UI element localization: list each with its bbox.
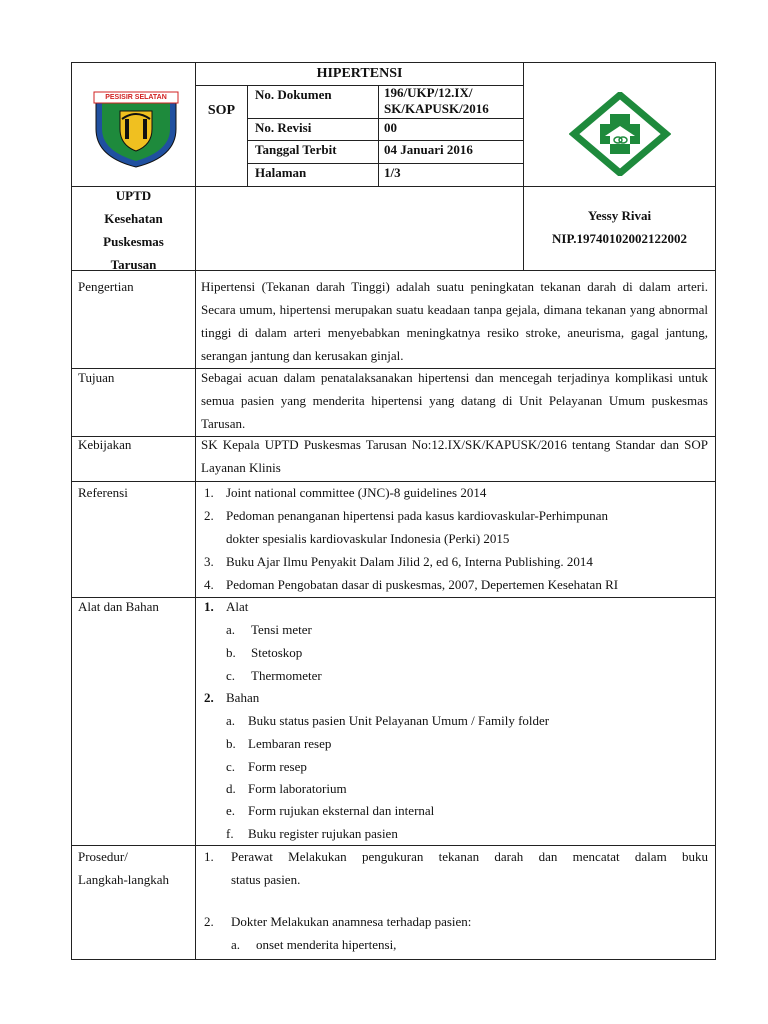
step-text: Dokter Melakukan anamnesa terhadap pasien: (231, 914, 472, 929)
item-text: Form resep (248, 759, 307, 774)
section-text-tujuan: Sebagai acuan dalam penatalaksanakan hipertensi dan mencegah terjadinya komplikasi untuk semua pasien yang menderita hipertensi yang datang di Unit Pelayanan Umum puskesmas Tarusan. (201, 370, 708, 431)
list-text: Buku Ajar Ilmu Penyakit Dalam Jilid 2, ed 6, Interna Publishing. 2014 (226, 554, 593, 569)
item-text: Buku register rujukan pasien (248, 826, 398, 841)
section-label-referensi: Referensi (78, 485, 128, 500)
item-letter: c. (226, 668, 236, 683)
item-text: Form laboratorium (248, 781, 347, 796)
group-title: Alat (226, 599, 249, 614)
list-number: 1. (204, 485, 214, 500)
logo-caption: PESISIR SELATAN (105, 94, 167, 101)
list-text: Pedoman Pengobatan dasar di puskesmas, 2007, Depertemen Kesehatan RI (226, 577, 619, 592)
org-name (72, 184, 195, 276)
list-text: Joint national committee (JNC)-8 guidelines 2014 (226, 485, 487, 500)
item-letter: b. (226, 645, 236, 660)
puskesmas-logo (569, 92, 671, 176)
sub-text: onset menderita hipertensi, (256, 937, 397, 952)
item-letter: a. (226, 713, 236, 728)
org-line-1: UPTD (115, 188, 152, 203)
signer-nip: NIP.19740102002122002 (552, 231, 687, 246)
item-text: Buku status pasien Unit Pelayanan Umum / Family folder (248, 713, 550, 728)
sop-label: SOP (207, 103, 236, 118)
prosedur-label-line-1: Prosedur/ (78, 849, 128, 864)
list-number: 3. (204, 554, 214, 569)
meta-label-dokumen: No. Dokumen (255, 87, 332, 102)
org-line-2: Kesehatan (104, 211, 163, 226)
step-number: 1. (204, 849, 214, 864)
prosedur-label-line-2: Langkah-langkah (78, 872, 169, 887)
list-text: Pedoman penanganan hipertensi pada kasus kardiovaskular-Perhimpunan (226, 508, 609, 523)
section-label-tujuan: Tujuan (78, 370, 115, 385)
item-text: Form rujukan eksternal dan internal (248, 803, 435, 818)
section-label-alat: Alat dan Bahan (78, 599, 159, 614)
org-line-3: Puskesmas (103, 234, 164, 249)
group-number: 2. (204, 690, 214, 705)
section-label-pengertian: Pengertian (78, 279, 134, 294)
meta-value-revisi: 00 (384, 120, 397, 135)
list-number: 4. (204, 577, 214, 592)
item-letter: b. (226, 736, 236, 751)
item-letter: f. (226, 826, 234, 841)
item-letter: d. (226, 781, 236, 796)
item-text: Lembaran resep (248, 736, 332, 751)
meta-label-tanggal: Tanggal Terbit (255, 142, 337, 157)
item-text: Stetoskop (251, 645, 303, 660)
item-letter: c. (226, 759, 236, 774)
document-title: HIPERTENSI (316, 66, 403, 81)
group-number: 1. (204, 599, 214, 614)
meta-value-dokumen-1: 196/UKP/12.IX/ (384, 85, 473, 100)
list-text-cont: dokter spesialis kardiovaskular Indonesia (Perki) 2015 (226, 531, 510, 546)
signer-name: Yessy Rivai (587, 208, 652, 223)
group-title: Bahan (226, 690, 260, 705)
list-number: 2. (204, 508, 214, 523)
org-line-4: Tarusan (110, 257, 157, 272)
step-text: Perawat Melakukan pengukuran tekanan darah dan mencatat dalam buku (231, 849, 708, 864)
section-text-pengertian: Hipertensi (Tekanan darah Tinggi) adalah suatu peningkatan tekanan darah di dalam arteri. Secara umum, hipertensi merupakan suatu keadaan tanpa gejala, dimana tekanan yang abnormal tinggi di dalam arteri menyebabkan meningkatnya resiko stroke, aneurisma, gagal jantung, serangan jantung dan kerusakan ginjal. (201, 279, 708, 363)
item-text: Thermometer (251, 668, 322, 683)
meta-value-tanggal: 04 Januari 2016 (384, 142, 473, 157)
meta-label-halaman: Halaman (255, 165, 307, 180)
item-text: Tensi meter (251, 622, 312, 637)
sub-letter: a. (231, 937, 241, 952)
step-number: 2. (204, 914, 214, 929)
section-text-kebijakan: SK Kepala UPTD Puskesmas Tarusan No:12.IX/SK/KAPUSK/2016 tentang Standar dan SOP Layanan Klinis (201, 437, 708, 475)
item-letter: a. (226, 622, 236, 637)
meta-value-dokumen-2: SK/KAPUSK/2016 (384, 101, 489, 116)
item-letter: e. (226, 803, 236, 818)
meta-value-halaman: 1/3 (384, 165, 401, 180)
section-label-kebijakan: Kebijakan (78, 437, 132, 452)
meta-label-revisi: No. Revisi (255, 120, 312, 135)
step-text-cont: status pasien. (231, 872, 301, 887)
